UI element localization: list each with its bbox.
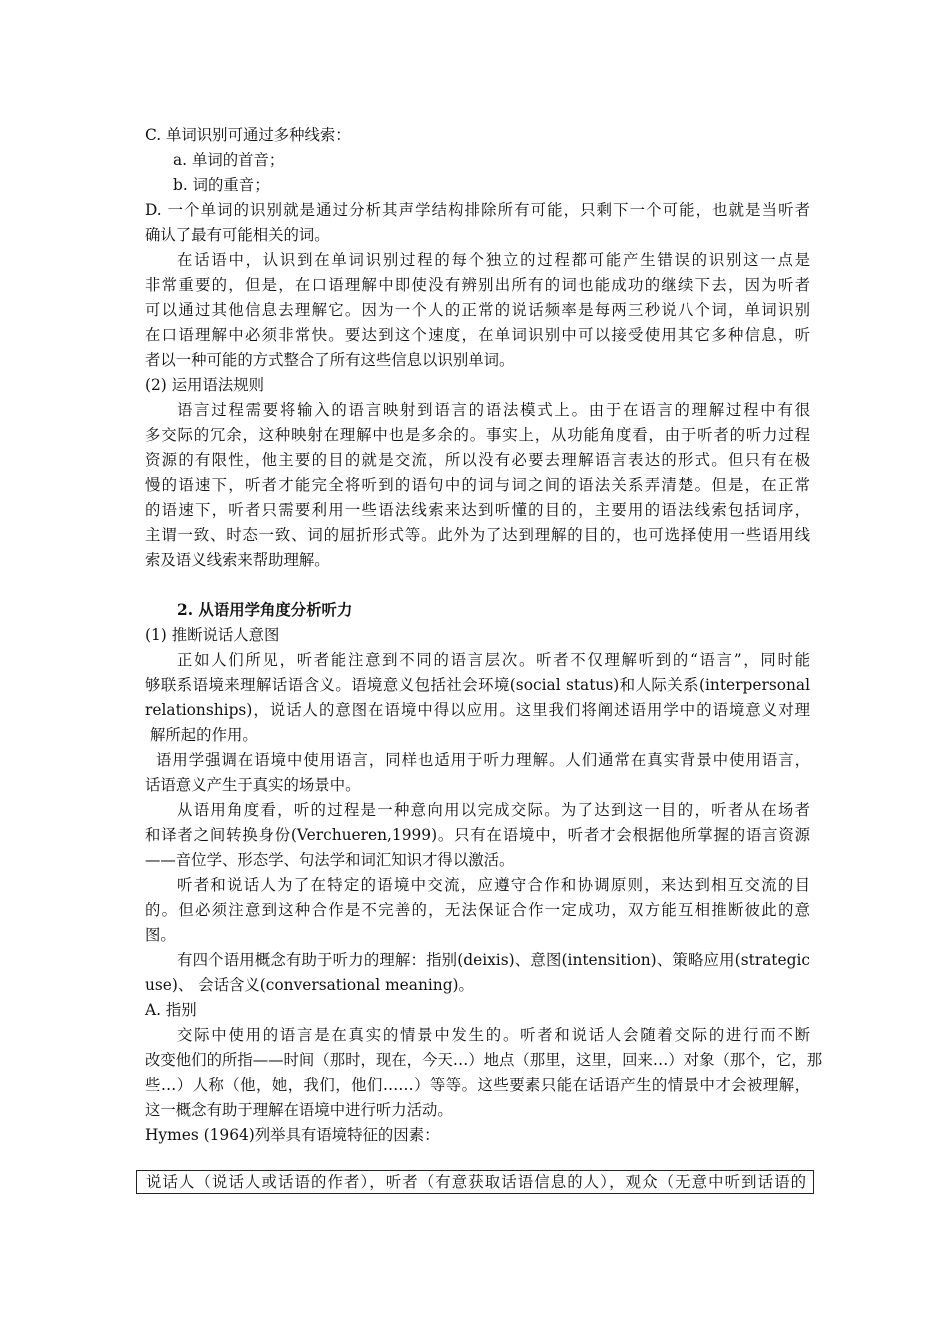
- text-line: 听者和说话人为了在特定的语境中交流，应遵守合作和协调原则，来达到相互交流的目: [177, 876, 810, 894]
- text-line: 些…）人称（他，她，我们，他们……）等等。这些要素只能在话语产生的情景中才会被理解，: [145, 1076, 810, 1094]
- text-line: 在口语理解中必须非常快。要达到这个速度，在单词识别中可以接受使用其它多种信息，听: [145, 326, 810, 344]
- text-line: 正如人们所见，听者能注意到不同的语言层次。听者不仅理解听到的“语言”，同时能: [177, 651, 810, 669]
- text-line: C. 单词识别可通过多种线索：: [145, 126, 351, 144]
- text-line: 主谓一致、时态一致、词的屈折形式等。此外为了达到理解的目的，也可选择使用一些语用线: [145, 526, 810, 544]
- text-line: a. 单词的首音；: [173, 151, 285, 169]
- text-line: 在话语中，认识到在单词识别过程的每个独立的过程都可能产生错误的识别这一点是: [177, 251, 810, 269]
- text-line: 慢的语速下，听者才能完全将听到的语句中的词与词之间的语法关系弄清楚。但是，在正常: [145, 476, 810, 494]
- text-line: 话语意义产生于真实的场景中。: [145, 776, 361, 794]
- text-line: 者以一种可能的方式整合了所有这些信息以识别单词。: [145, 351, 515, 369]
- text-line: 可以通过其他信息去理解它。因为一个人的正常的说话频率是每两三秒说八个词，单词识别: [145, 301, 810, 319]
- text-line: 交际中使用的语言是在真实的情景中发生的。听者和说话人会随着交际的进行而不断: [177, 1026, 810, 1044]
- text-line: D. 一个单词的识别就是通过分析其声学结构排除所有可能，只剩下一个可能，也就是当听者: [145, 201, 810, 219]
- text-line: relationships)，说话人的意图在语境中得以应用。这里我们将阐述语用学中的语境意义对理: [145, 701, 810, 719]
- box-text-line: 说话人（说话人或话语的作者），听者（有意获取话语信息的人），观众（无意中听到话语的: [146, 1173, 806, 1191]
- text-line: 从语用角度看，听的过程是一种意向用以完成交际。为了达到这一目的，听者从在场者: [177, 801, 810, 819]
- text-line: 确认了最有可能相关的词。: [145, 226, 330, 244]
- text-line: use)、 会话含义(conversational meaning)。: [145, 976, 474, 994]
- text-line: 解所起的作用。: [150, 726, 258, 744]
- bordered-text-box: [136, 1170, 814, 1194]
- text-line: 和译者之间转换身份(Verchueren,1999)。只有在语境中，听者才会根据他所掌握的语言资源: [145, 826, 810, 844]
- text-line: ——音位学、形态学、句法学和词汇知识才得以激活。: [145, 851, 515, 869]
- section-heading: (1) 推断说话人意图: [145, 626, 280, 644]
- text-line: 图。: [145, 926, 176, 944]
- text-line: 改变他们的所指——时间（那时，现在，今天…）地点（那里，这里，回来…）对象（那个，它，那: [145, 1051, 823, 1069]
- text-line: 语言过程需要将输入的语言映射到语言的语法模式上。由于在语言的理解过程中有很: [177, 401, 810, 419]
- text-line: 的语速下，听者只需要利用一些语法线索来达到听懂的目的，主要用的语法线索包括词序，: [145, 501, 810, 519]
- text-line: b. 词的重音；: [173, 176, 270, 194]
- text-line: 够联系语境来理解话语含义。语境意义包括社会环境(social status)和人际关系(interpersonal: [145, 676, 810, 694]
- section-heading: A. 指别: [145, 1001, 197, 1019]
- text-line: 多交际的冗余，这种映射在理解中也是多余的。事实上，从功能角度看，由于听者的听力过程: [145, 426, 810, 444]
- text-line: Hymes (1964)列举具有语境特征的因素：: [145, 1126, 440, 1144]
- text-line: 非常重要的，但是，在口语理解中即使没有辨别出所有的词也能成功的继续下去，因为听者: [145, 276, 810, 294]
- section-heading: (2) 运用语法规则: [145, 376, 265, 394]
- section-heading: 2. 从语用学角度分析听力: [177, 601, 353, 619]
- text-line: 的。但必须注意到这种合作是不完善的，无法保证合作一定成功，双方能互相推断彼此的意: [145, 901, 810, 919]
- text-line: 资源的有限性，他主要的目的就是交流，所以没有必要去理解语言表达的形式。但只有在极: [145, 451, 810, 469]
- text-line: 语用学强调在语境中使用语言，同样也适用于听力理解。人们通常在真实背景中使用语言，: [156, 751, 810, 769]
- text-line: 这一概念有助于理解在语境中进行听力活动。: [145, 1101, 453, 1119]
- text-line: 索及语义线索来帮助理解。: [145, 551, 330, 569]
- text-line: 有四个语用概念有助于听力的理解：指别(deixis)、意图(intensition)、策略应用(strategic: [177, 951, 810, 969]
